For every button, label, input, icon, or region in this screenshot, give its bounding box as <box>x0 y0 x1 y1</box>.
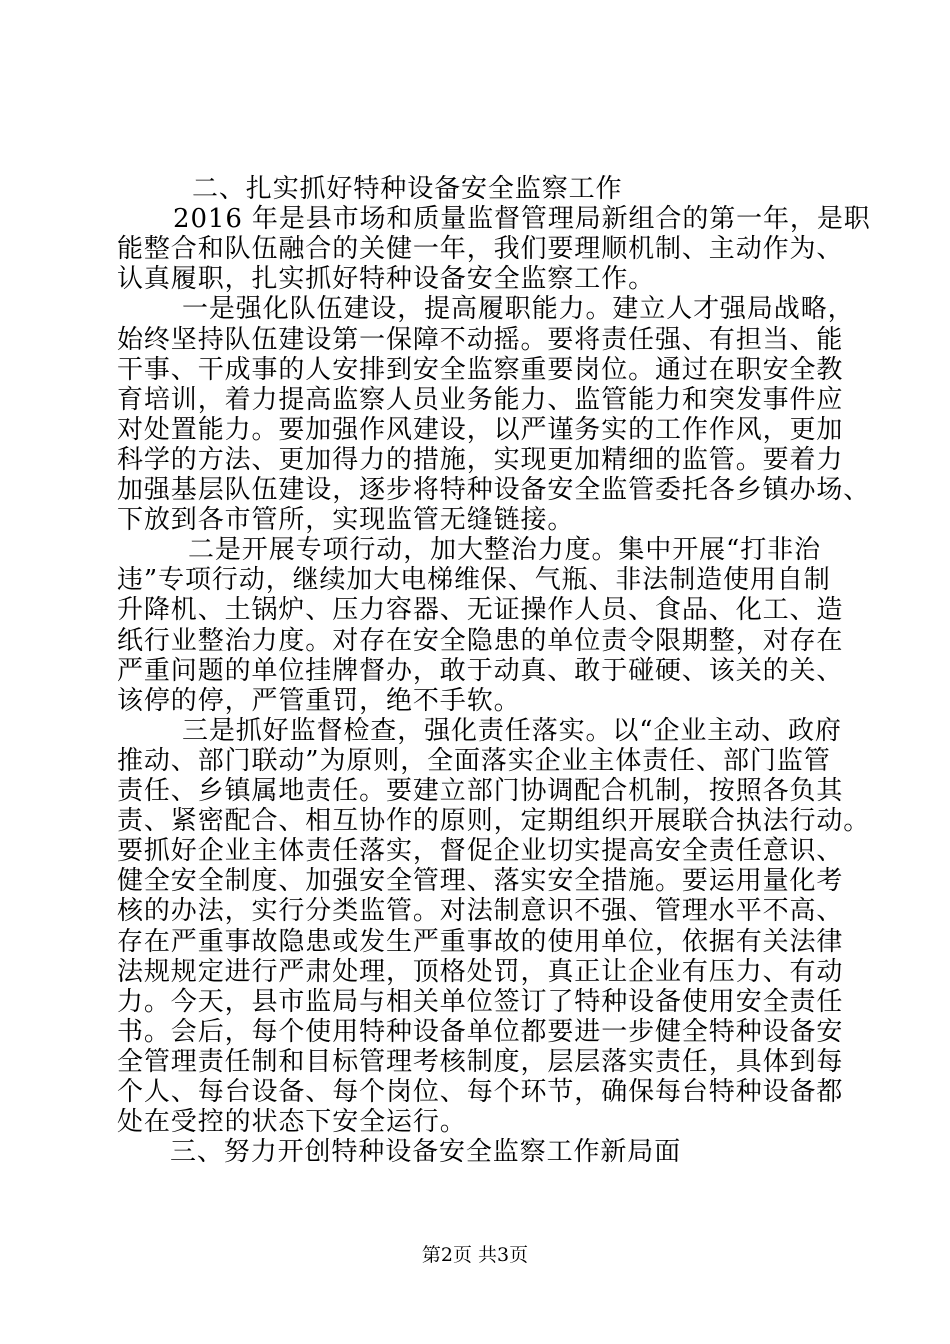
text-line: 该停的停，严管重罚，绝不手软。 <box>117 686 521 716</box>
text-line: 二、扎实抓好特种设备安全监察工作 <box>192 174 623 204</box>
text-line: 推动、部门联动”为原则，全面落实企业主体责任、部门监管 <box>117 746 831 776</box>
page-number: 第2页 共3页 <box>421 1244 529 1266</box>
text-line: 对处置能力。要加强作风建设，以严谨务实的工作作风，更加 <box>117 415 844 445</box>
text-line: 干事、干成事的人安排到安全监察重要岗位。通过在职安全教 <box>117 355 844 385</box>
text-line: 处在受控的状态下安全运行。 <box>117 1107 467 1137</box>
text-line: 三、努力开创特种设备安全监察工作新局面 <box>170 1137 682 1167</box>
text-line: 法规规定进行严肃处理，顶格处罚，真正让企业有压力、有动 <box>117 957 844 987</box>
text-line: 2016 年是县市场和质量监督管理局新组合的第一年，是职 <box>173 204 871 234</box>
text-line: 核的办法，实行分类监管。对法制意识不强、管理水平不高、 <box>117 896 844 926</box>
text-line: 健全安全制度、加强安全管理、落实安全措施。要运用量化考 <box>117 866 844 896</box>
text-line: 违”专项行动，继续加大电梯维保、气瓶、非法制造使用自制 <box>117 565 831 595</box>
text-line: 书。会后，每个使用特种设备单位都要进一步健全特种设备安 <box>117 1017 844 1047</box>
text-line: 升降机、土锅炉、压力容器、无证操作人员、食品、化工、造 <box>117 595 844 625</box>
text-line: 二是开展专项行动，加大整治力度。集中开展“打非治 <box>188 535 821 565</box>
text-line: 要抓好企业主体责任落实，督促企业切实提高安全责任意识、 <box>117 836 844 866</box>
text-line: 认真履职，扎实抓好特种设备安全监察工作。 <box>117 264 656 294</box>
text-line: 科学的方法、更加得力的措施，实现更加精细的监管。要着力 <box>117 445 844 475</box>
text-line: 三是抓好监督检查，强化责任落实。以“企业主动、政府 <box>182 716 842 746</box>
page-footer <box>0 1243 950 1267</box>
text-line: 全管理责任制和目标管理考核制度，层层落实责任，具体到每 <box>117 1047 844 1077</box>
text-line: 严重问题的单位挂牌督办，敢于动真、敢于碰硬、该关的关、 <box>117 656 844 686</box>
text-line: 力。今天，县市监局与相关单位签订了特种设备使用安全责任 <box>117 987 844 1017</box>
text-line: 始终坚持队伍建设第一保障不动摇。要将责任强、有担当、能 <box>117 325 844 355</box>
text-line: 加强基层队伍建设，逐步将特种设备安全监管委托各乡镇办场、 <box>117 475 871 505</box>
text-line: 育培训，着力提高监察人员业务能力、监管能力和突发事件应 <box>117 385 844 415</box>
text-line: 个人、每台设备、每个岗位、每个环节，确保每台特种设备都 <box>117 1077 844 1107</box>
text-line: 责任、乡镇属地责任。要建立部门协调配合机制，按照各负其 <box>117 776 844 806</box>
text-line: 责、紧密配合、相互协作的原则，定期组织开展联合执法行动。 <box>117 806 871 836</box>
text-line: 存在严重事故隐患或发生严重事故的使用单位，依据有关法律 <box>117 927 844 957</box>
text-line: 下放到各市管所，实现监管无缝链接。 <box>117 505 575 535</box>
text-line: 纸行业整治力度。对存在安全隐患的单位责令限期整，对存在 <box>117 626 844 656</box>
text-line: 能整合和队伍融合的关健一年，我们要理顺机制、主动作为、 <box>117 234 844 264</box>
text-line: 一是强化队伍建设，提高履职能力。建立人才强局战略， <box>182 294 855 324</box>
